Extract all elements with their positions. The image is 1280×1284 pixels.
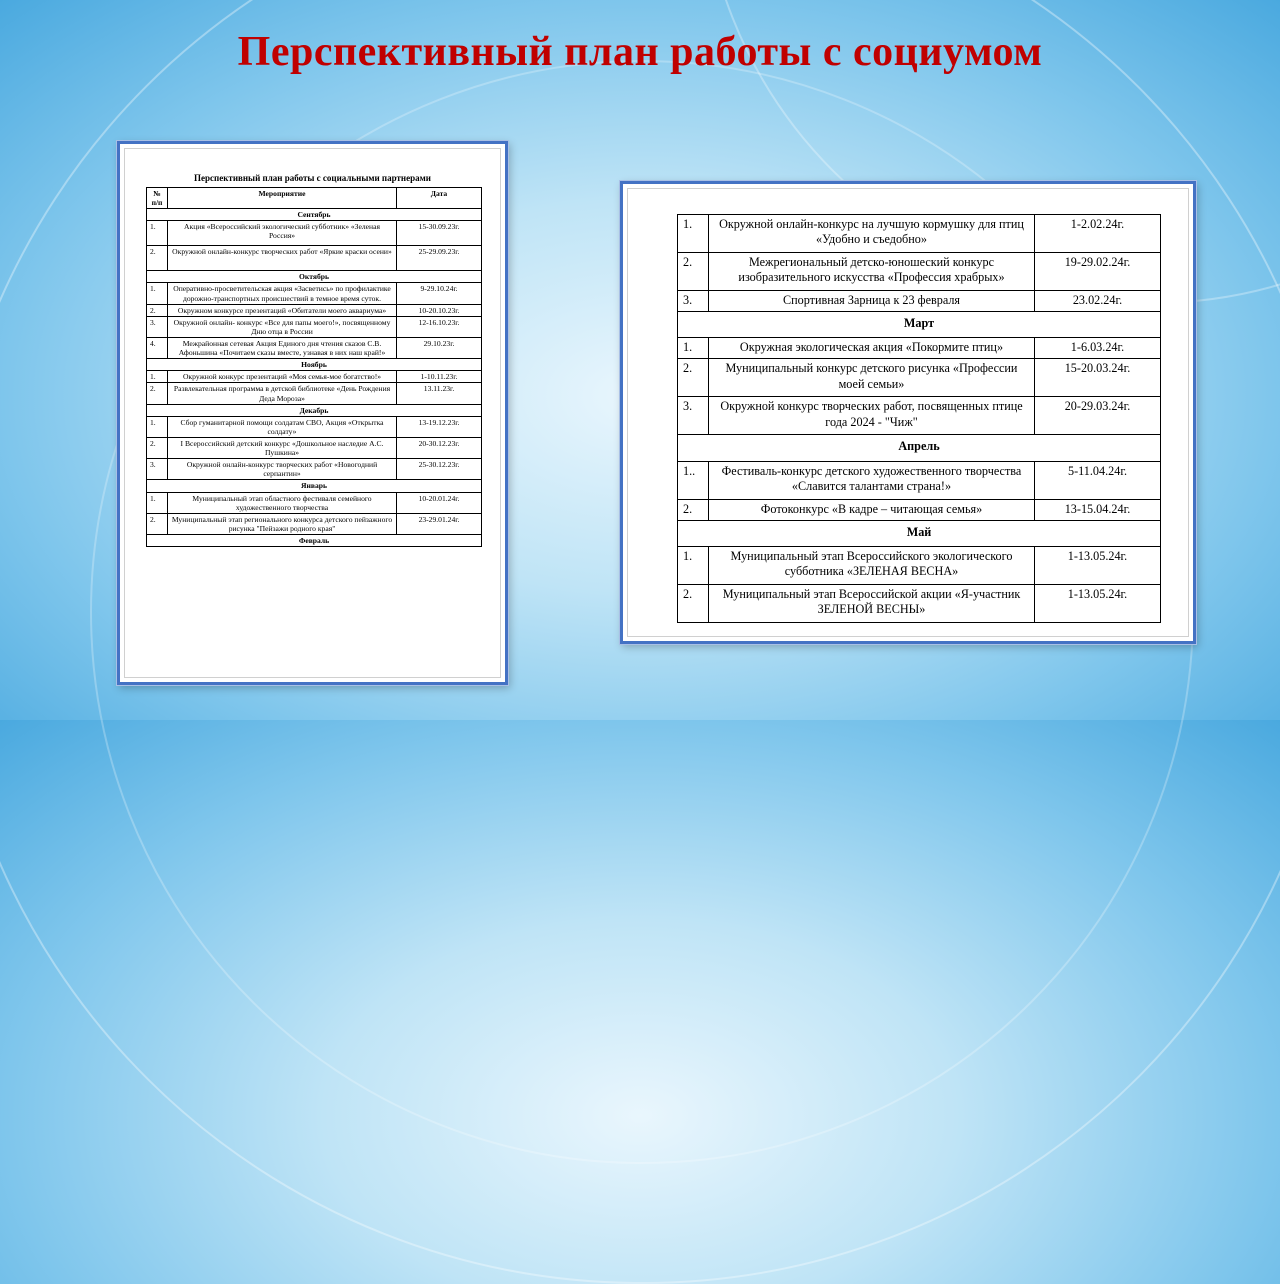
row-num: 1.	[147, 283, 168, 304]
month-row	[147, 534, 482, 546]
row-date: 13-15.04.24г.	[1035, 499, 1161, 520]
month-row	[678, 520, 1161, 546]
row-event: Муниципальный этап Всероссийского экологического субботника «ЗЕЛЕНАЯ ВЕСНА»	[709, 546, 1035, 584]
row-date: 25-29.09.23г.	[397, 246, 482, 271]
row-num: 1.	[678, 215, 709, 253]
row-num: 1.	[147, 221, 168, 246]
document-heading: Перспективный план работы с социальными партнерами	[194, 173, 431, 183]
row-num: 2.	[147, 437, 168, 458]
row-event: Межрегиональный детско-юношеский конкурс изобразительного искусства «Профессия храбрых»	[709, 253, 1035, 291]
table-row	[678, 461, 1161, 499]
row-event: Муниципальный этап Всероссийской акции «Я-участник ЗЕЛЕНОЙ ВЕСНЫ»	[709, 584, 1035, 622]
row-date: 15-20.03.24г.	[1035, 359, 1161, 397]
row-date: 9-29.10.24г.	[397, 283, 482, 304]
month-row	[147, 359, 482, 371]
table-row	[147, 316, 482, 337]
row-event: Окружной онлайн- конкурс «Все для папы моего!», посвященному Дню отца в России	[168, 316, 397, 337]
table-row	[147, 246, 482, 271]
row-date: 1-6.03.24г.	[1035, 338, 1161, 359]
table-row	[678, 584, 1161, 622]
row-num: 2.	[678, 359, 709, 397]
table-row	[147, 371, 482, 383]
row-event: Окружном конкурсе презентаций «Обитатели моего аквариума»	[168, 304, 397, 316]
row-date: 20-29.03.24г.	[1035, 397, 1161, 435]
row-num: 4.	[147, 337, 168, 358]
table-row	[678, 253, 1161, 291]
row-event: I Всероссийский детский конкурс «Дошкольное наследие А.С. Пушкина»	[168, 437, 397, 458]
row-num: 2.	[147, 383, 168, 404]
month-label: Ноябрь	[147, 359, 482, 371]
row-num: 3.	[678, 397, 709, 435]
row-date: 29.10.23г.	[397, 337, 482, 358]
row-event: Окружной конкурс творческих работ, посвященных птице года 2024 - "Чиж"	[709, 397, 1035, 435]
row-num: 3.	[147, 316, 168, 337]
month-label: Октябрь	[147, 271, 482, 283]
table-row	[147, 304, 482, 316]
month-row	[147, 209, 482, 221]
row-date: 23-29.01.24г.	[397, 513, 482, 534]
row-event: Акция «Всероссийский экологический субботник» «Зеленая Россия»	[168, 221, 397, 246]
plan-table-left	[146, 187, 482, 547]
table-row	[678, 397, 1161, 435]
row-date: 1-2.02.24г.	[1035, 215, 1161, 253]
row-event: Сбор гуманитарной помощи солдатам СВО, Акция «Открытка солдату»	[168, 416, 397, 437]
row-num: 2.	[147, 304, 168, 316]
row-date: 25-30.12.23г.	[397, 459, 482, 480]
row-date: 5-11.04.24г.	[1035, 461, 1161, 499]
document-image-right	[620, 181, 1196, 644]
row-event: Оперативно-просветительская акция «Засветись» по профилактике дорожно-транспортных происшествий в темное время суток.	[168, 283, 397, 304]
row-num: 2.	[147, 513, 168, 534]
month-label: Май	[678, 520, 1161, 546]
month-row	[678, 312, 1161, 338]
month-label: Январь	[147, 480, 482, 492]
row-num: 1.	[147, 371, 168, 383]
month-label: Декабрь	[147, 404, 482, 416]
row-date: 10-20.01.24г.	[397, 492, 482, 513]
row-num: 2.	[678, 584, 709, 622]
row-event: Развлекательная программа в детской библиотеке «День Рождения Деда Мороза»	[168, 383, 397, 404]
row-num: 2.	[147, 246, 168, 271]
table-header-row	[147, 188, 482, 209]
month-row	[147, 480, 482, 492]
row-date: 23.02.24г.	[1035, 291, 1161, 312]
table-row	[678, 291, 1161, 312]
table-row	[147, 283, 482, 304]
row-num: 1.	[678, 546, 709, 584]
month-label: Март	[678, 312, 1161, 338]
table-row	[147, 383, 482, 404]
table-row	[147, 221, 482, 246]
table-row	[678, 215, 1161, 253]
table-row	[147, 416, 482, 437]
row-event: Муниципальный этап регионального конкурса детского пейзажного рисунка "Пейзажи родного края"	[168, 513, 397, 534]
month-label: Сентябрь	[147, 209, 482, 221]
document-image-left	[117, 141, 508, 685]
row-event: Фестиваль-конкурс детского художественного творчества «Славится талантами страна!»	[709, 461, 1035, 499]
row-num: 1.	[147, 492, 168, 513]
row-num: 2.	[678, 253, 709, 291]
row-num: 3.	[147, 459, 168, 480]
row-event: Муниципальный этап областного фестиваля семейного художественного творчества	[168, 492, 397, 513]
row-date: 13-19.12.23г.	[397, 416, 482, 437]
month-row	[147, 404, 482, 416]
row-event: Окружная экологическая акция «Покормите птиц»	[709, 338, 1035, 359]
row-event: Межрайонная сетевая Акция Единого дня чтения сказов С.В. Афоньшина «Почитаем сказы вместе, узнавая в них наш край!»	[168, 337, 397, 358]
row-num: 1.	[147, 416, 168, 437]
table-row	[147, 337, 482, 358]
row-event: Фотоконкурс «В кадре – читающая семья»	[709, 499, 1035, 520]
table-row	[147, 492, 482, 513]
row-date: 20-30.12.23г.	[397, 437, 482, 458]
row-date: 10-20.10.23г.	[397, 304, 482, 316]
header-event: Мероприятие	[168, 188, 397, 209]
row-date: 19-29.02.24г.	[1035, 253, 1161, 291]
month-row	[147, 271, 482, 283]
row-num: 3.	[678, 291, 709, 312]
table-row	[147, 437, 482, 458]
row-num: 1.	[678, 338, 709, 359]
row-event: Окружной конкурс презентаций «Моя семья-мое богатство!»	[168, 371, 397, 383]
row-date: 1-13.05.24г.	[1035, 584, 1161, 622]
plan-table-right	[677, 214, 1161, 623]
row-date: 12-16.10.23г.	[397, 316, 482, 337]
table-row	[678, 359, 1161, 397]
row-num: 1..	[678, 461, 709, 499]
row-event: Спортивная Зарница к 23 февраля	[709, 291, 1035, 312]
table-row	[147, 459, 482, 480]
month-label: Февраль	[147, 534, 482, 546]
table-row	[678, 499, 1161, 520]
table-row	[678, 338, 1161, 359]
row-event: Окружной онлайн-конкурс творческих работ «Яркие краски осени»	[168, 246, 397, 271]
row-event: Муниципальный конкурс детского рисунка «Профессии моей семьи»	[709, 359, 1035, 397]
row-event: Окружной онлайн-конкурс на лучшую кормушку для птиц «Удобно и съедобно»	[709, 215, 1035, 253]
row-event: Окружной онлайн-конкурс творческих работ «Новогодний серпантин»	[168, 459, 397, 480]
slide-title: Перспективный план работы с социумом	[237, 29, 1043, 75]
table-row	[678, 546, 1161, 584]
row-date: 1-10.11.23г.	[397, 371, 482, 383]
table-row	[147, 513, 482, 534]
header-date: Дата	[397, 188, 482, 209]
month-label: Апрель	[678, 435, 1161, 461]
row-date: 1-13.05.24г.	[1035, 546, 1161, 584]
row-date: 13.11.23г.	[397, 383, 482, 404]
month-row	[678, 435, 1161, 461]
row-num: 2.	[678, 499, 709, 520]
row-date: 15-30.09.23г.	[397, 221, 482, 246]
header-num: № п/п	[147, 188, 168, 209]
